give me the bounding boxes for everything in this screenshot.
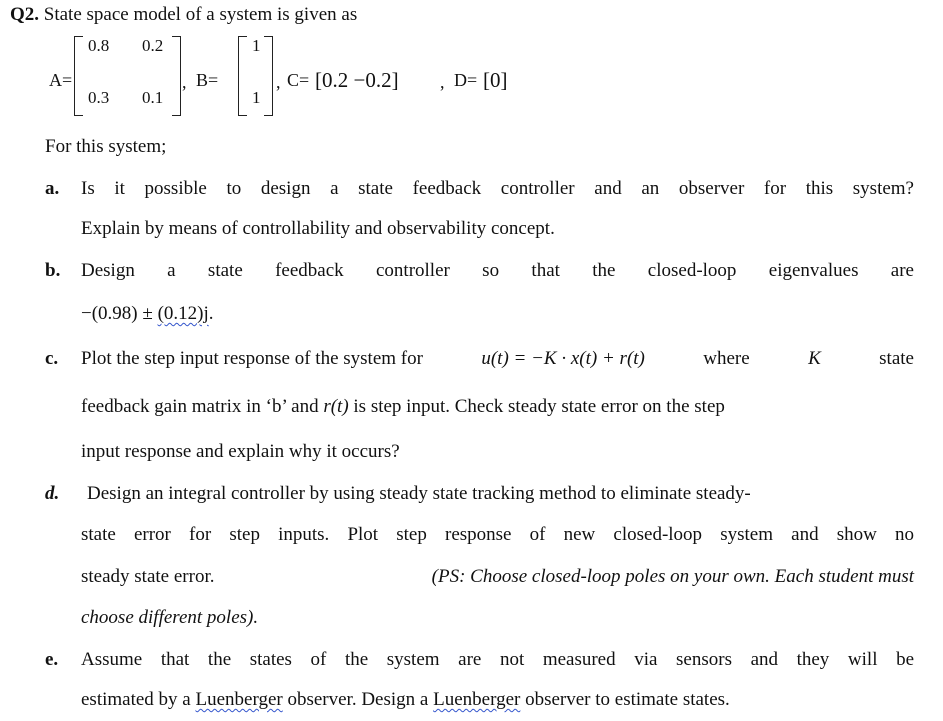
- eigen-post: .: [208, 303, 214, 324]
- state-space-matrices: [0, 30, 600, 130]
- luenberger-word: Luenberger: [195, 689, 283, 710]
- e-line2-post: observer to estimate states.: [520, 689, 730, 710]
- item-d-line4: choose different poles).: [81, 607, 259, 628]
- item-c-line1: [81, 348, 914, 370]
- eigen-prefix: −(0.98) ±: [81, 303, 158, 324]
- item-a-label: a.: [45, 178, 60, 199]
- matrix-d-value: [0]: [483, 68, 508, 92]
- item-d-line3: [81, 566, 914, 588]
- eigen-imag: (0.12)j: [157, 303, 209, 324]
- matrix-a-cell: 0.1: [142, 88, 164, 107]
- matrix-d-label: D=: [454, 70, 478, 90]
- matrix-b-left-bracket: [238, 36, 247, 116]
- c-text-where: where: [703, 348, 750, 369]
- item-d-line2: state error for step inputs. Plot step response of new closed-loop system and show no: [81, 524, 914, 545]
- matrix-b-right-bracket: [264, 36, 273, 116]
- item-e-label: e.: [45, 649, 59, 670]
- question-number: Q2.: [10, 4, 40, 25]
- gain-symbol: K: [808, 348, 821, 369]
- matrix-c-value: [0.2 −0.2]: [315, 68, 399, 92]
- c-line2-post: is step input. Check steady state error on the step: [348, 396, 725, 417]
- item-a-line1: Is it possible to design a state feedback controller and an observer for this system?: [81, 178, 914, 199]
- c-text-pre: Plot the step input response of the system for: [81, 348, 423, 369]
- item-b-label: b.: [45, 260, 61, 281]
- comma: ,: [182, 72, 187, 92]
- e-line2-mid: observer. Design a: [282, 689, 434, 710]
- question-intro: State space model of a system is given as: [43, 4, 358, 25]
- item-c-line3: input response and explain why it occurs?: [81, 441, 400, 462]
- item-c-line2: [81, 396, 725, 418]
- comma: ,: [440, 72, 445, 92]
- control-law: u(t) = −K · x(t) + r(t): [481, 348, 645, 369]
- item-d-line1: Design an integral controller by using steady state tracking method to eliminate steady-: [87, 483, 751, 504]
- d-line3-pre: steady state error.: [81, 566, 215, 587]
- intro-text: For this system;: [45, 136, 167, 157]
- matrix-a-left-bracket: [74, 36, 83, 116]
- item-b-line1: Design a state feedback controller so that the closed-loop eigenvalues are: [81, 260, 914, 281]
- e-line2-pre: estimated by a: [81, 689, 196, 710]
- item-e-line2: [81, 689, 730, 711]
- item-b-line2: [81, 303, 214, 325]
- comma: ,: [276, 72, 281, 92]
- matrix-a-right-bracket: [172, 36, 181, 116]
- matrix-a-cell: 0.2: [142, 36, 164, 55]
- item-c-label: c.: [45, 348, 59, 369]
- item-d-label: d.: [45, 483, 60, 504]
- luenberger-word: Luenberger: [433, 689, 521, 710]
- matrix-a-label: A=: [49, 70, 73, 90]
- item-a-line2: Explain by means of controllability and observability concept.: [81, 218, 555, 239]
- c-line2-pre: feedback gain matrix in ‘b’ and: [81, 396, 324, 417]
- question-title: [10, 4, 357, 26]
- item-e-line1: Assume that the states of the system are not measured via sensors and they will be: [81, 649, 914, 670]
- matrix-b-label: B=: [196, 70, 219, 90]
- reference-signal: r(t): [323, 396, 349, 417]
- matrix-c-label: C=: [287, 70, 310, 90]
- matrix-a-cell: 0.3: [88, 88, 110, 107]
- matrix-b-cell: 1: [252, 36, 261, 55]
- c-text-state: state: [879, 348, 914, 369]
- d-line3-note: (PS: Choose closed-loop poles on your own. Each student must: [431, 566, 914, 587]
- matrix-b-cell: 1: [252, 88, 261, 107]
- matrix-a-cell: 0.8: [88, 36, 110, 55]
